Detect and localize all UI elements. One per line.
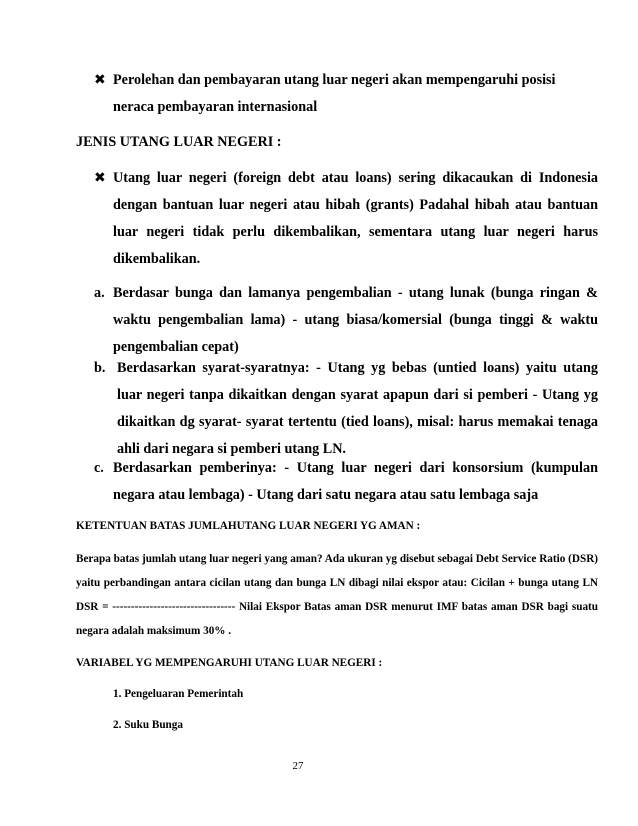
list-item-a: Berdasar bunga dan lamanya pengembalian - utang lunak (bunga ringan & waktu pengembalian lama) - utang biasa/komersial (bunga tinggi & waktu pengembalian cepat) — [113, 285, 598, 355]
variabel-item: 1. Pengeluaran Pemerintah — [113, 688, 244, 700]
list-label: c. — [94, 460, 104, 476]
ketentuan-paragraph: Berapa batas jumlah utang luar negeri yang aman? Ada ukuran yg disebut sebagai Debt Service Ratio (DSR) yaitu perbandingan antara cicilan utang dan bunga LN dibagi nilai ekspor atau: Cicilan + bunga utang LN DSR = --------------------------------- Nilai Ekspor Batas aman DSR menurut IMF batas aman DSR bagi suatu negara adalah maksimum 30% . — [76, 553, 598, 637]
section-heading-jenis: JENIS UTANG LUAR NEGERI : — [76, 134, 282, 150]
list-label: a. — [94, 285, 105, 301]
section-heading-variabel: VARIABEL YG MEMPENGARUHI UTANG LUAR NEGERI : — [76, 657, 383, 669]
list-label: b. — [94, 360, 106, 376]
bullet-paragraph: Utang luar negeri (foreign debt atau loans) sering dikacaukan di Indonesia dengan bantuan luar negeri atau hibah (grants) Padahal hibah atau bantuan luar negeri tidak perlu dikembalikan, sementara utang luar negeri harus dikembalikan. — [113, 170, 598, 267]
bullet-x-icon: ✖ — [94, 170, 106, 186]
bullet-paragraph: Perolehan dan pembayaran utang luar negeri akan mempengaruhi posisi neraca pembayaran internasional — [113, 72, 556, 115]
bullet-x-icon: ✖ — [94, 72, 106, 88]
list-item-c: Berdasarkan pemberinya: - Utang luar negeri dari konsorsium (kumpulan negara atau lembaga) - Utang dari satu negara atau satu lembaga saja — [113, 460, 598, 503]
list-item-b: Berdasarkan syarat-syaratnya: - Utang yg bebas (untied loans) yaitu utang luar negeri tanpa dikaitkan dengan syarat apapun dari si pemberi - Utang yg dikaitkan dg syarat- syarat tertentu (tied loans), misal: harus memakai tenaga ahli dari negara si pemberi utang LN. — [117, 360, 598, 457]
section-heading-ketentuan: KETENTUAN BATAS JUMLAHUTANG LUAR NEGERI YG AMAN : — [76, 520, 421, 532]
page-number: 27 — [292, 760, 304, 772]
variabel-item: 2. Suku Bunga — [113, 719, 183, 731]
